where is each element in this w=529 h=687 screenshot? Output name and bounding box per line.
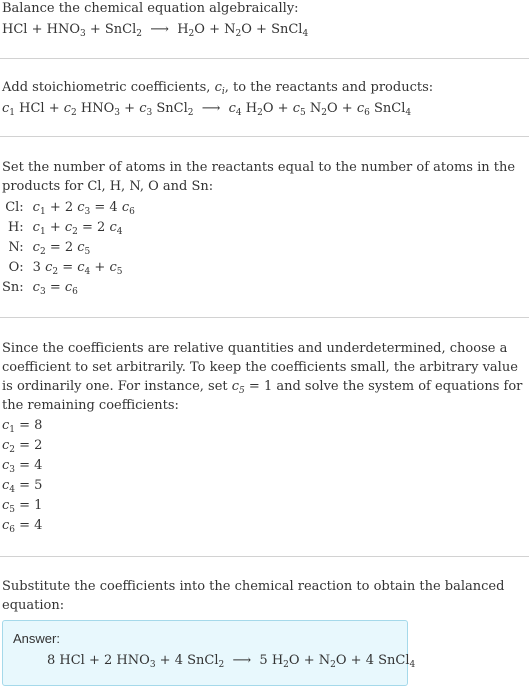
coefficient-var: c (109, 260, 117, 275)
coefficient-equation: $c_1$ HCl + $c_2$ $HNO_3 + c_3$ SnCl$_2$ ⟶ $c_4$ $H_2O + c_5$ $N_2O + c_6$ SnCl$_4$ (2, 101, 412, 118)
formula-text: SnCl (369, 101, 406, 116)
coefficient-var: c (2, 438, 10, 453)
atom-equation-row (2, 198, 135, 218)
balanced-equation (47, 653, 415, 668)
subscript: 2 (257, 108, 263, 118)
atom-equation-row (2, 218, 135, 238)
final-intro: Substitute the coefficients into the chemical reaction to obtain the balanced equation: (2, 579, 505, 613)
subscript: 4 (302, 29, 309, 39)
formula-text: 8 HCl (47, 653, 85, 668)
coefficient-var: c (77, 240, 85, 255)
coefficient-var: c (32, 240, 40, 255)
subscript: 2 (187, 108, 194, 118)
formula-text: O (326, 101, 338, 116)
formula-text: H (177, 22, 189, 37)
formula-text: SnCl (152, 101, 188, 116)
operator: + 2 (45, 200, 78, 215)
operator: = (58, 260, 78, 275)
coefficient-var: c (2, 478, 10, 493)
subscript: 2 (235, 29, 242, 39)
operator: + (155, 653, 175, 668)
formula-text: 4 SnCl (365, 653, 410, 668)
coefficient-var: c (2, 418, 10, 433)
formula-text: O (335, 653, 347, 668)
operator: = 4 (15, 518, 43, 533)
coefficient-var: c (77, 200, 85, 215)
subscript: 3 (80, 29, 86, 39)
operator: ⟶ (142, 22, 178, 37)
subscript: 2 (321, 108, 327, 118)
element-label: O: (8, 260, 24, 275)
formula-text: O (262, 101, 274, 116)
coefficient-var: c (121, 200, 130, 215)
formula-text: O (288, 653, 300, 668)
coefficient-var: c (32, 280, 40, 295)
operator: + (84, 653, 105, 668)
operator: = 5 (15, 478, 43, 493)
operator: = 4 (15, 458, 43, 473)
coefficient-var: c (32, 200, 40, 215)
operator: = 2 (15, 438, 43, 453)
coefficients-intro: Add stoichiometric coefficients, $c_i$, to the reactants and products: (2, 80, 434, 97)
formula-text: SnCl (271, 22, 303, 37)
coefficient-var: c (64, 220, 73, 235)
subscript: 2 (188, 29, 195, 39)
operator: = 8 (15, 418, 43, 433)
operator: + (337, 101, 357, 116)
formula-text: N (318, 653, 331, 668)
operator: ⟶ (193, 101, 229, 116)
element-label: Cl: (5, 200, 24, 215)
subscript: 4 (405, 108, 412, 118)
coefficient-var: c (228, 101, 236, 116)
element-label: H: (7, 220, 24, 235)
answer-label: Answer: (13, 631, 60, 646)
coefficient-var: c (64, 280, 73, 295)
operator: + (27, 22, 47, 37)
coefficient-var: c (2, 498, 10, 513)
operator: = 1 (15, 498, 43, 513)
operator: + (204, 22, 225, 37)
element-label: N: (8, 240, 24, 255)
element-equation: $c_3 = c_6$ (32, 280, 78, 297)
atoms-intro: Set the number of atoms in the reactants equal to the number of atoms in the products for Cl, H, N, O and Sn: (2, 160, 516, 194)
formula-text: HCl (2, 22, 28, 37)
operator: + (120, 101, 140, 116)
subscript: 3 (114, 108, 121, 118)
subscript: 4 (409, 660, 416, 670)
coefficient-var: c (2, 101, 10, 116)
operator: + (90, 260, 110, 275)
coefficient-value: $c_6 = 4$ (2, 518, 43, 535)
coefficient-var: c (45, 260, 53, 275)
coefficient-var: c (77, 260, 85, 275)
operator: + (299, 653, 319, 668)
formula-text: SnCl (104, 22, 137, 37)
atom-equation-row (2, 258, 135, 278)
formula-text: HNO (76, 101, 115, 116)
subscript: 3 (149, 660, 156, 670)
operator: ⟶ (224, 653, 260, 668)
formula-text: H (241, 101, 258, 116)
atom-equation-row (2, 278, 135, 298)
formula-text: HCl (15, 101, 45, 116)
element-equation: 3 $c_2 = c_4 + c_5$ (32, 260, 123, 277)
formula-text: 2 HNO (104, 653, 150, 668)
operator: = (45, 280, 65, 295)
divider (0, 556, 529, 557)
formula-text: N (305, 101, 322, 116)
subscript: 2 (330, 660, 336, 670)
subscript: 2 (136, 29, 143, 39)
unbalanced-equation (2, 21, 308, 38)
formula-text: 5 H (259, 653, 284, 668)
coefficient-var: c (32, 220, 40, 235)
solve-intro: Since the coefficients are relative quantities and underdetermined, choose a coefficient to set arbitrarily. To keep the coefficients small, the arbitrary value is ordinarily one. For instance, set $c_5 = 1$ and solve the system of equations for the remaining coefficients: (2, 341, 523, 413)
operator: + (45, 220, 65, 235)
operator: + (85, 22, 105, 37)
operator: + (251, 22, 272, 37)
operator: = 2 (77, 220, 110, 235)
operator: + (273, 101, 293, 116)
coefficient-var: c (63, 101, 72, 116)
coefficient-var: c (292, 101, 300, 116)
coefficient-var: c (139, 101, 147, 116)
formula-text: N (224, 22, 236, 37)
element-label: Sn: (2, 280, 24, 295)
element-equation: $c_1 + c_2 = 2$ $c_4$ (32, 220, 123, 237)
formula-text: O (194, 22, 205, 37)
operator: 3 (32, 260, 46, 275)
coefficient-value: $c_5 = 1$ (2, 498, 43, 515)
element-equation: $c_2 = 2$ $c_5$ (32, 240, 91, 257)
atom-equation-row (2, 238, 135, 258)
divider (0, 58, 529, 59)
operator: + (44, 101, 64, 116)
coefficient-value: $c_1 = 8$ (2, 418, 43, 435)
coefficient-var: c (2, 518, 10, 533)
operator: = 2 (45, 240, 78, 255)
formula-text: 4 SnCl (174, 653, 219, 668)
coefficient-value: $c_2 = 2$ (2, 438, 43, 455)
answer-box (2, 620, 416, 686)
coefficient-var: c (356, 101, 365, 116)
coefficient-var: c (109, 220, 117, 235)
subscript: 2 (218, 660, 225, 670)
operator: + (346, 653, 366, 668)
formula-text: HNO (46, 22, 80, 37)
element-equation: $c_1 + 2$ $c_3 = 4$ $c_6$ (32, 200, 135, 217)
operator: = 4 (90, 200, 122, 215)
divider (0, 136, 529, 137)
coefficient-value: $c_3 = 4$ (2, 458, 43, 475)
subscript: 2 (283, 660, 289, 670)
atom-equations (2, 198, 135, 298)
coefficient-value: $c_4 = 5$ (2, 478, 43, 495)
formula-text: O (241, 22, 252, 37)
coefficient-var: c (2, 458, 10, 473)
intro-text: Balance the chemical equation algebraically: (2, 1, 299, 16)
divider (0, 317, 529, 318)
